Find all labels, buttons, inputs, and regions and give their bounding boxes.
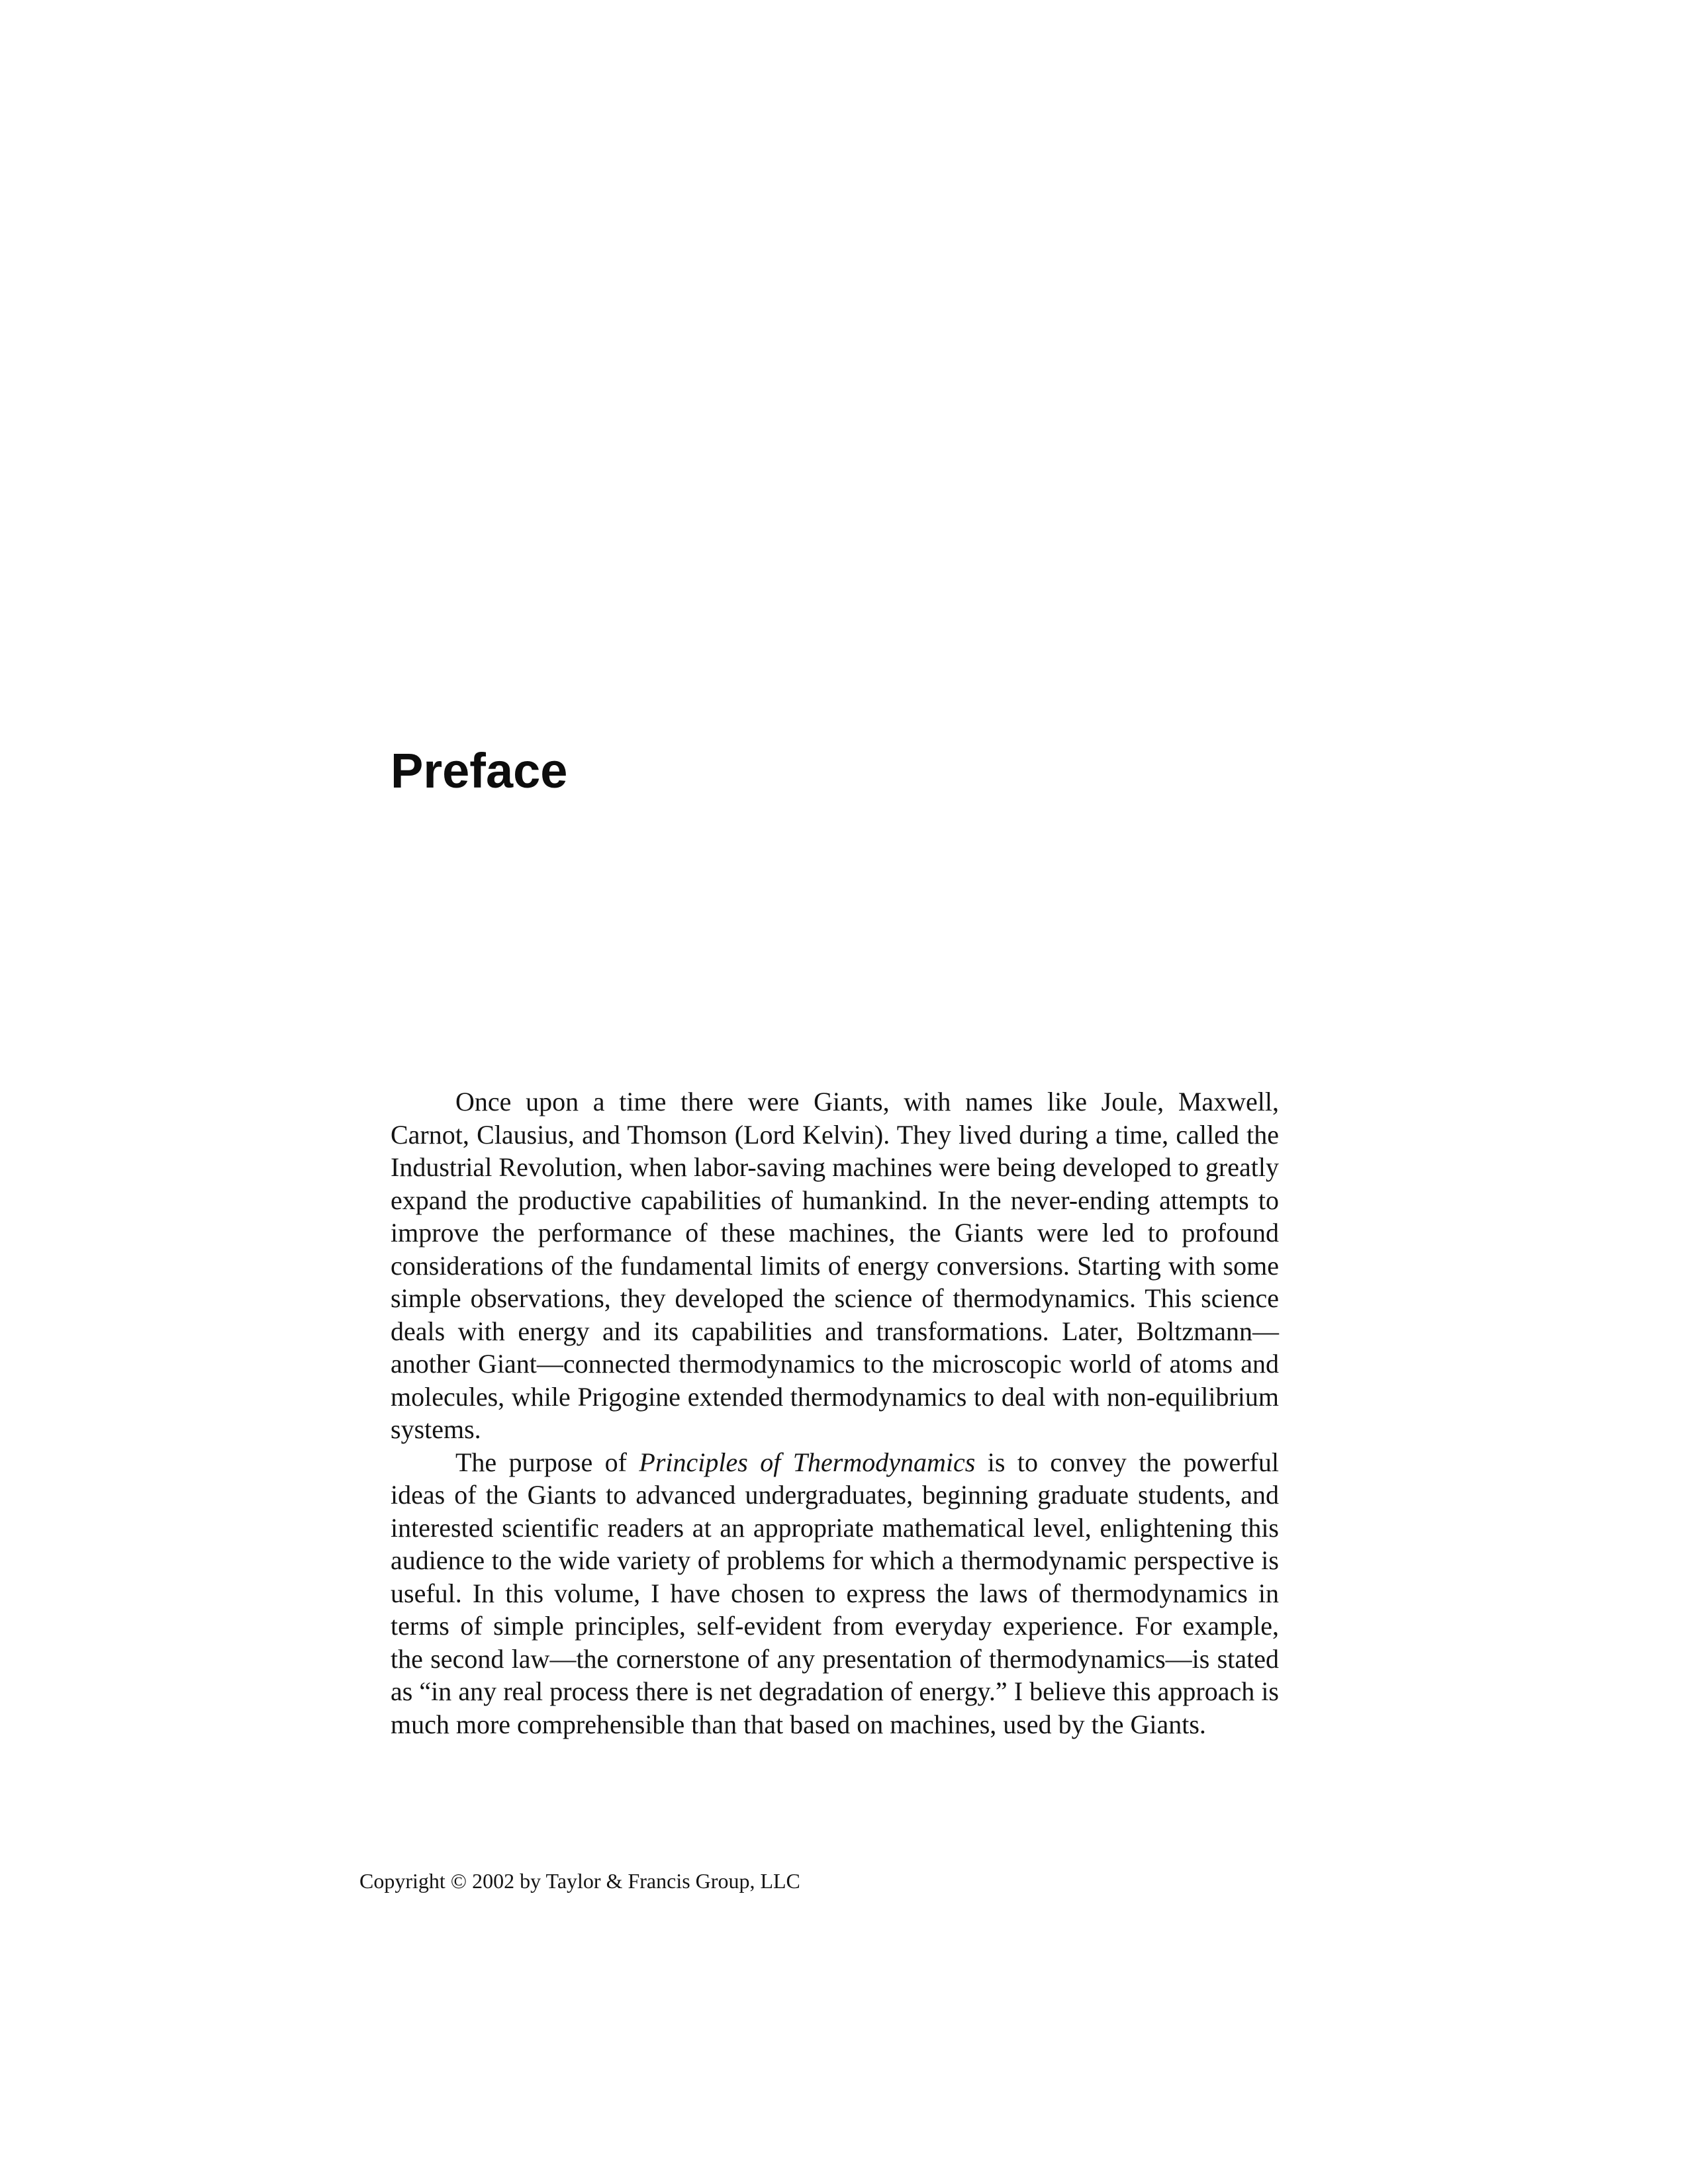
copyright-notice: Copyright © 2002 by Taylor & Francis Group, LLC xyxy=(359,1869,800,1893)
page-title: Preface xyxy=(391,743,568,798)
paragraph-purpose-rest: is to convey the powerful ideas of the Giants to advanced undergraduates, beginning graduate students, and interested scientific readers at an appropriate mathematical level, enlightening this audience to the wide variety of problems for which a thermodynamic perspective is useful. In this volume, I have chosen to express the laws of thermodynamics in terms of simple principles, self-evident from everyday experience. For example, the second law—the cornerstone of any presentation of thermodynamics—is stated as “in any real process there is net degradation of energy.” I believe this approach is much more comprehensible than that based on machines, used by the Giants. xyxy=(391,1447,1279,1739)
paragraph-giants: Once upon a time there were Giants, with names like Joule, Maxwell, Carnot, Clausius, and Thomson (Lord Kelvin). They lived during a time, called the Industrial Revolution, when labor-saving machines were being developed to greatly expand the productive capabilities of humankind. In the never-ending attempts to improve the performance of these machines, the Giants were led to profound considerations of the fundamental limits of energy conversions. Starting with some simple observations, they developed the science of thermodynamics. This science deals with energy and its capabilities and transformations. Later, Boltzmann—another Giant—connected thermodynamics to the microscopic world of atoms and molecules, while Prigogine extended thermodynamics to deal with non-equilibrium systems. xyxy=(391,1087,1279,1444)
book-title: Principles of Thermodynamics xyxy=(639,1447,976,1477)
paragraph-purpose-lead: The purpose of xyxy=(455,1447,639,1477)
preface-body xyxy=(391,1085,1279,1741)
paragraph-purpose xyxy=(391,1446,1279,1741)
